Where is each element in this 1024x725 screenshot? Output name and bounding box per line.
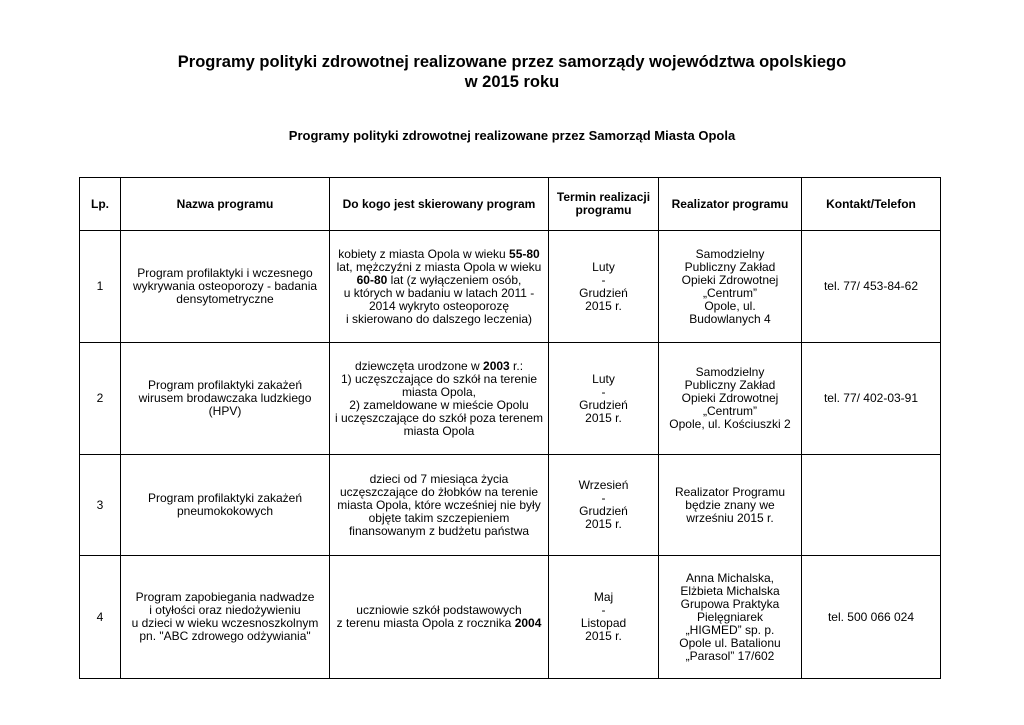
text-line: „Parasol” 17/602 [685, 648, 775, 663]
text-line: Grudzień [579, 397, 628, 412]
cell-term [549, 556, 659, 679]
cell-term [549, 231, 659, 343]
text-line: „Centrum” [702, 404, 757, 418]
text-line: Program profilaktyki zakażeń [147, 491, 303, 505]
cell-term [549, 343, 659, 455]
header-name: Nazwa programu [121, 178, 330, 231]
cell-target [330, 231, 549, 343]
cell-contact: tel. 500 066 024 [802, 556, 941, 679]
text-line: miasta Opola, które wcześniej nie były [337, 497, 541, 512]
cell-target [330, 343, 549, 455]
text-line: Program profilaktyki zakażeń [147, 378, 303, 392]
text-line: i uczęszczające do szkół poza terenem [334, 410, 544, 425]
cell-contact: tel. 77/ 453-84-62 [802, 231, 941, 343]
text-line: u dzieci w wieku wczesnoszkolnym [131, 616, 319, 630]
table-row [80, 455, 941, 556]
text-line: dzieci od 7 miesiąca życia [369, 471, 509, 486]
text-line: finansowanym z budżetu państwa [348, 523, 530, 538]
text-line: - [601, 272, 606, 287]
text-line: Program zapobiegania nadwadze [135, 590, 315, 604]
cell-name [121, 556, 330, 679]
text-line: Listopad [580, 616, 627, 630]
text-line: 2015 r. [585, 629, 622, 643]
header-term [549, 178, 659, 231]
text-line: Samodzielny [695, 365, 765, 379]
text-line: (HPV) [208, 404, 242, 418]
text-line: wykrywania osteoporozy - badania [132, 279, 318, 293]
table-row [80, 231, 941, 343]
header-target: Do kogo jest skierowany program [330, 178, 549, 231]
text-line: 2) zameldowane w mieście Opolu [349, 397, 529, 412]
text-line: Opole, ul. Kościuszki 2 [669, 417, 791, 431]
text-line: wirusem brodawczaka ludzkiego [138, 391, 312, 405]
header-term-line-2: programu [575, 203, 632, 217]
table-row [80, 556, 941, 679]
text-line: Budowlanych 4 [689, 311, 771, 326]
cell-lp: 3 [80, 455, 121, 556]
cell-target [330, 556, 549, 679]
cell-lp: 4 [80, 556, 121, 679]
text-line: miasta Opola, [401, 384, 477, 399]
cell-lp: 2 [80, 343, 121, 455]
text-line: wrześniu 2015 r. [686, 510, 774, 525]
text-line: Publiczny Zakład [684, 259, 776, 274]
text-line: - [601, 384, 606, 399]
text-line: pneumokokowych [176, 504, 274, 518]
text-line: i otyłości oraz niedożywieniu [149, 603, 301, 617]
table-row [80, 343, 941, 455]
text-line [333, 360, 545, 373]
cell-target [330, 455, 549, 556]
text-line: 2015 r. [585, 410, 622, 425]
text-part: kobiety z miasta Opola w wieku [338, 246, 510, 261]
text-line: „HIGMED” sp. p. [685, 622, 775, 637]
text-line: Opieki Zdrowotnej [681, 391, 779, 405]
header-contact: Kontakt/Telefon [802, 178, 941, 231]
header-lp: Lp. [80, 178, 121, 231]
title-line-2: w 2015 roku [464, 73, 560, 91]
text-line [333, 274, 545, 287]
document-title [0, 52, 1024, 92]
text-line [333, 248, 545, 261]
text-line: lat, mężczyźni z miasta Opola w wieku [336, 259, 542, 274]
text-line: Grudzień [579, 504, 628, 518]
text-part: dziewczęta urodzone w [354, 358, 484, 373]
text-line: Samodzielny [695, 246, 765, 261]
text-line: i skierowano do dalszego leczenia) [345, 311, 533, 326]
programs-table [79, 177, 941, 679]
text-line: 1) uczęszczające do szkół na terenie [340, 371, 538, 386]
text-line: - [601, 491, 606, 505]
text-line: miasta Opola [403, 423, 475, 438]
text-line: Opieki Zdrowotnej [681, 272, 779, 287]
cell-provider [659, 343, 802, 455]
text-part: lat (z wyłączeniem osób, [387, 272, 522, 287]
text-part: r.: [509, 358, 524, 373]
table-header-row [80, 178, 941, 231]
text-line: Realizator Programu [674, 484, 786, 499]
text-line: Luty [592, 259, 615, 274]
text-line: densytometryczne [176, 292, 274, 306]
cell-provider [659, 455, 802, 556]
text-line: 2015 r. [585, 298, 622, 313]
text-line: Anna Michalska, [685, 570, 775, 585]
cell-term [549, 455, 659, 556]
cell-name [121, 343, 330, 455]
text-line [333, 617, 545, 630]
cell-provider [659, 556, 802, 679]
text-line: będzie znany we [685, 497, 775, 512]
text-line: u których w badaniu w latach 2011 - [343, 285, 535, 300]
text-part: z terenu miasta Opola z rocznika [336, 616, 515, 630]
text-line: Grupowa Praktyka [680, 596, 780, 611]
text-line: Luty [592, 371, 615, 386]
cell-contact [802, 455, 941, 556]
text-line: - [601, 603, 606, 617]
text-line: 2015 r. [585, 517, 622, 531]
cell-lp: 1 [80, 231, 121, 343]
text-line: Publiczny Zakład [684, 378, 776, 392]
text-line: Grudzień [579, 285, 628, 300]
text-bold: 2003 [483, 358, 510, 373]
text-line: pn. "ABC zdrowego odżywiania" [139, 629, 311, 643]
cell-name [121, 231, 330, 343]
text-line: Wrzesień [578, 478, 629, 492]
header-term-line-1: Termin realizacji [556, 190, 651, 204]
text-line: Pielęgniarek [696, 609, 764, 624]
text-bold: 60-80 [356, 272, 388, 287]
text-line: Opole ul. Batalionu [679, 635, 781, 650]
text-line: 2014 wykryto osteoporozę [368, 298, 510, 313]
text-line: „Centrum” [702, 285, 757, 300]
header-provider: Realizator programu [659, 178, 802, 231]
text-bold: 55-80 [509, 246, 540, 261]
text-line: Program profilaktyki i wczesnego [137, 266, 313, 280]
text-line: objęte takim szczepieniem [368, 510, 510, 525]
cell-provider [659, 231, 802, 343]
title-line-1: Programy polityki zdrowotnej realizowane przez samorządy województwa opolskiego [177, 53, 847, 71]
text-line: Elżbieta Michalska [680, 583, 780, 598]
cell-contact: tel. 77/ 402-03-91 [802, 343, 941, 455]
document-subtitle: Programy polityki zdrowotnej realizowane przez Samorząd Miasta Opola [288, 128, 736, 143]
text-bold: 2004 [514, 616, 542, 630]
cell-name [121, 455, 330, 556]
text-line: uczęszczające do żłobków na terenie [339, 484, 539, 499]
text-line: Opole, ul. [704, 298, 756, 313]
text-line: uczniowie szkół podstawowych [356, 603, 522, 617]
text-line: Maj [593, 590, 614, 604]
